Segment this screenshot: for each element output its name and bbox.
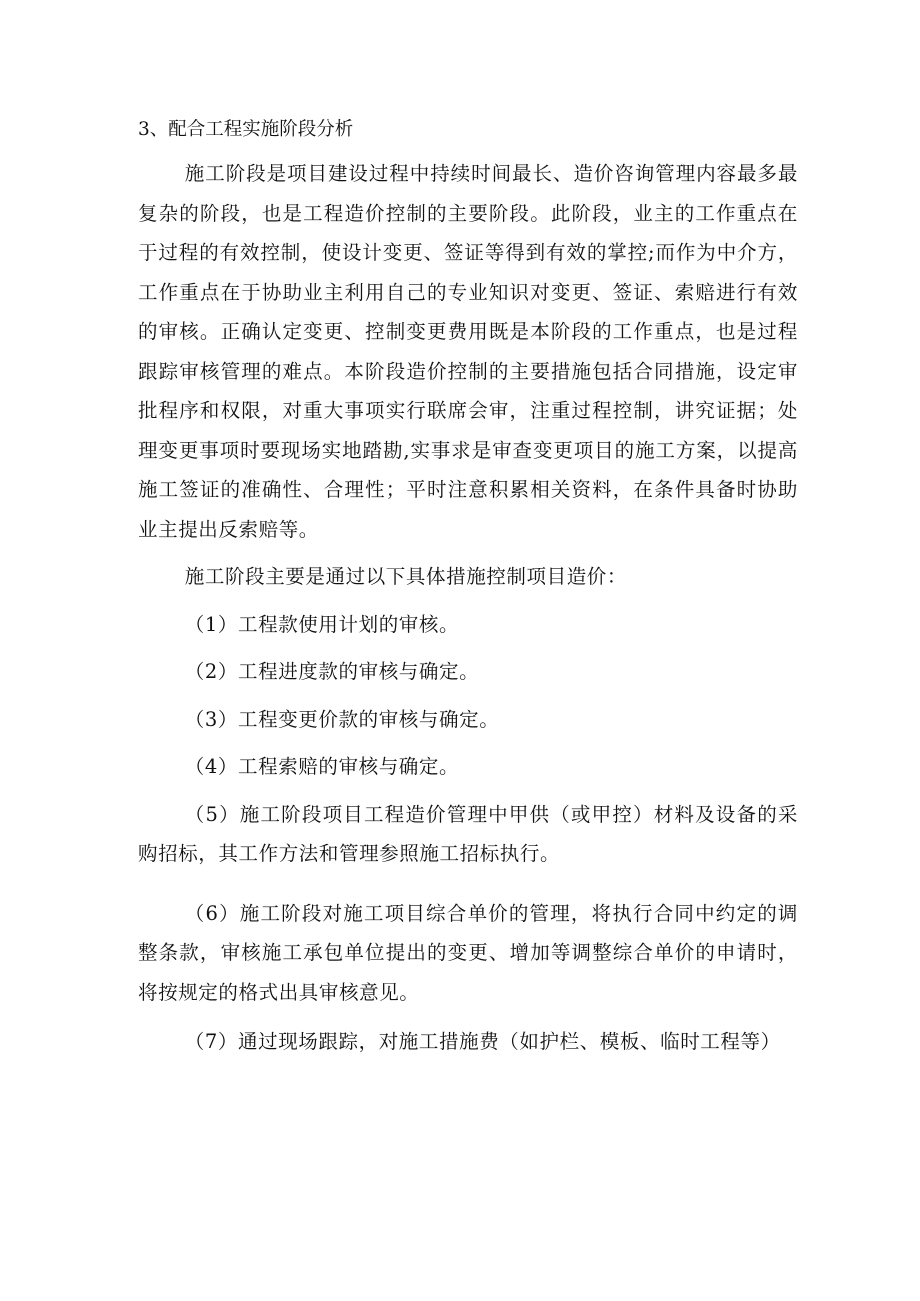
list-item-6: （6）施工阶段对施工项目综合单价的管理，将执行合同中约定的调整条款，审核施工承包单位提出的变更、增加等调整综合单价的申请时，将按规定的格式出具审核意见。 bbox=[138, 901, 798, 1004]
list-item-7: （7）通过现场跟踪，对施工措施费（如护栏、模板、临时工程等） bbox=[184, 1030, 781, 1053]
document-body bbox=[138, 112, 798, 1062]
list-item-2: （2）工程进度款的审核与确定。 bbox=[184, 660, 480, 683]
list-item-1: （1）工程款使用计划的审核。 bbox=[184, 612, 460, 636]
list-item-3: （3）工程变更价款的审核与确定。 bbox=[184, 707, 500, 731]
section-heading: 3、配合工程实施阶段分析 bbox=[138, 119, 354, 140]
list-item-5: （5）施工阶段项目工程造价管理中甲供（或甲控）材料及设备的采购招标，其工作方法和管理参照施工招标执行。 bbox=[138, 802, 798, 865]
paragraph-measures-intro: 施工阶段主要是通过以下具体措施控制项目造价： bbox=[184, 565, 627, 588]
list-item-4: （4）工程索赔的审核与确定。 bbox=[184, 755, 460, 778]
paragraph-construction-phase: 施工阶段是项目建设过程中持续时间最长、造价咨询管理内容最多最复杂的阶段，也是工程造价控制的主要阶段。此阶段，业主的工作重点在于过程的有效控制，使设计变更、签证等得到有效的掌控;而作为中介方，工作重点在于协助业主利用自己的专业知识对变更、签证、索赔进行有效的审核。正确认定变更、控制变更费用既是本阶段的工作重点，也是过程跟踪审核管理的难点。本阶段造价控制的主要措施包括合同措施，设定审批程序和权限，对重大事项实行联席会审，注重过程控制，讲究证据；处理变更事项时要现场实地踏勘,实事求是审查变更项目的施工方案，以提高施工签证的准确性、合理性；平时注意积累相关资料，在条件具备时协助业主提出反索赔等。 bbox=[138, 162, 798, 541]
